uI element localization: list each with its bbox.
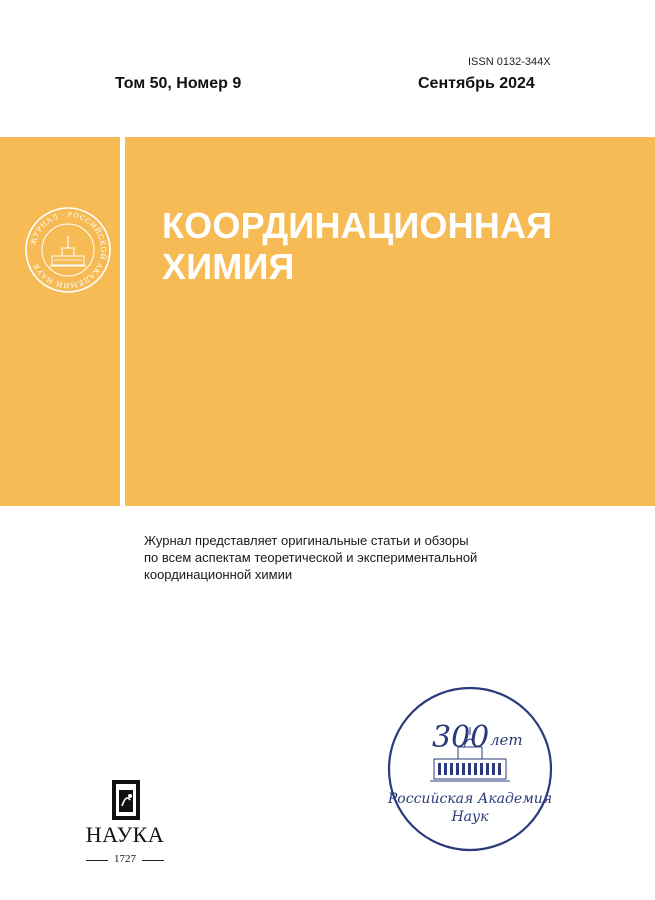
title-band: [0, 137, 655, 506]
publisher-name: НАУКА: [85, 822, 165, 847]
band-divider: [120, 137, 125, 506]
journal-title-line1: КООРДИНАЦИОННАЯ: [162, 205, 553, 246]
volume-issue: Том 50, Номер 9: [115, 75, 242, 92]
anniversary-suffix: лет: [490, 731, 523, 749]
issue-date: Сентябрь 2024: [418, 75, 535, 92]
anniversary-line1: Российская Академия: [387, 791, 553, 807]
svg-text:ЖУРНАЛ · РОССИЙСКОЙ АКАДЕМИИ Н: ЖУРНАЛ · РОССИЙСКОЙ АКАДЕМИИ НАУК: [29, 210, 108, 290]
journal-title: [162, 205, 552, 287]
description-line2: по всем аспектам теоретической и экспериментальной: [144, 550, 478, 565]
journal-emblem-icon: [24, 206, 112, 294]
journal-title-line2: ХИМИЯ: [162, 246, 295, 287]
anniversary-seal-icon: [386, 685, 554, 853]
issn-label: ISSN 0132-344X: [468, 56, 551, 68]
journal-description: [144, 532, 477, 583]
description-line3: координационной химии: [144, 567, 293, 582]
publisher-year: 1727: [114, 853, 136, 865]
description-line1: Журнал представляет оригинальные статьи и обзоры: [144, 533, 469, 548]
anniversary-number: 300: [432, 720, 490, 755]
anniversary-line2: Наук: [451, 809, 489, 825]
